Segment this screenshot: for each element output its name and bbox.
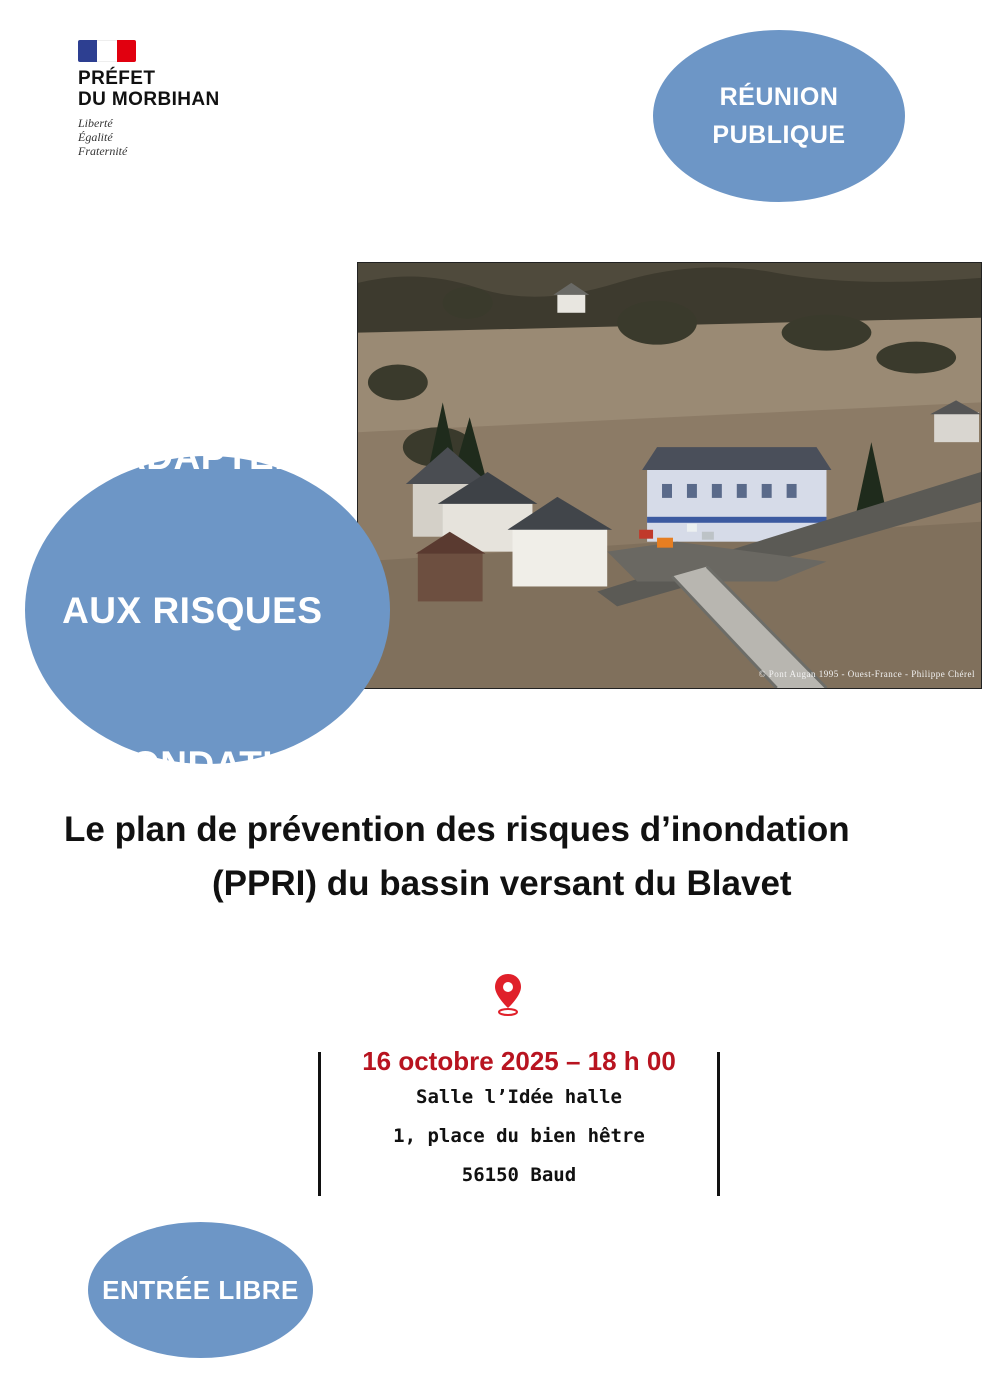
prefecture-logo (78, 40, 220, 158)
title-line-1: Le plan de prévention des risques d’inondation (64, 810, 850, 849)
adapter-line-1: S’ADAPTER (83, 435, 302, 477)
event-venue: Salle l’Idée halle (416, 1086, 622, 1108)
adapter-line-2: AUX RISQUES (62, 589, 323, 631)
document-title (40, 803, 990, 911)
flood-scene-illustration (358, 263, 981, 688)
flood-photo (357, 262, 982, 689)
title-line-2: (PPRI) du bassin versant du Blavet (212, 864, 792, 903)
adapter-risques-badge (25, 435, 390, 785)
reunion-publique-badge: RÉUNION PUBLIQUE (653, 30, 905, 202)
prefecture-name: PRÉFET DU MORBIHAN (78, 68, 220, 110)
event-address: 1, place du bien hêtre (393, 1125, 645, 1147)
event-details (318, 1046, 720, 1196)
entree-libre-badge: ENTRÉE LIBRE (88, 1222, 313, 1358)
event-date: 16 octobre 2025 – 18 h 00 (362, 1046, 676, 1076)
republic-motto: Liberté Égalité Fraternité (78, 116, 128, 158)
event-city: 56150 Baud (461, 1164, 577, 1186)
location-pin-icon (492, 972, 524, 1016)
french-flag-icon (78, 40, 136, 62)
adapter-line-3: D’INONDATION (55, 743, 330, 785)
photo-credit: © Pont Augan 1995 - Ouest-France - Philippe Chérel (758, 669, 975, 679)
